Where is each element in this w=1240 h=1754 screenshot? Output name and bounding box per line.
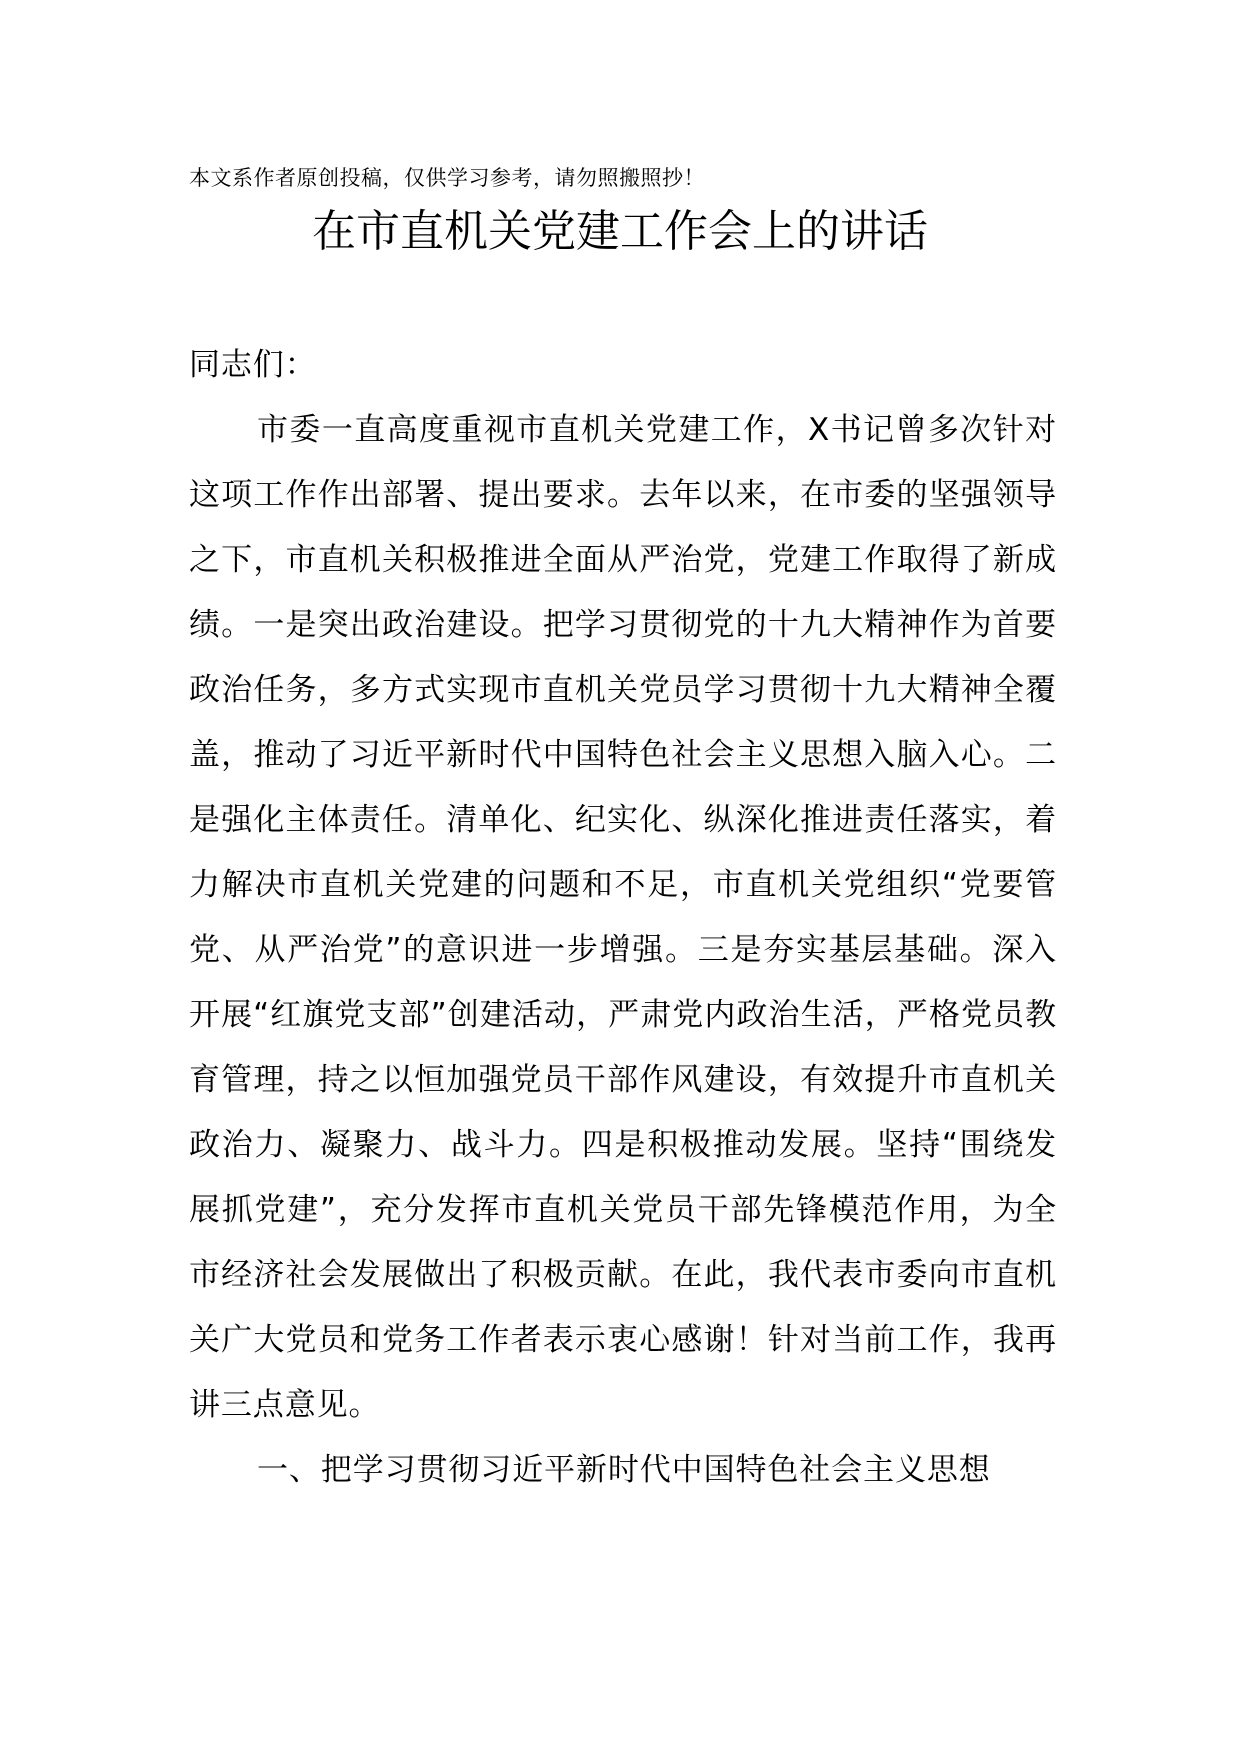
copyright-notice: 本文系作者原创投稿，仅供学习参考，请勿照搬照抄！ xyxy=(189,166,705,190)
greeting: 同志们： xyxy=(189,347,317,383)
page-title: 在市直机关党建工作会上的讲话 xyxy=(312,206,928,257)
paragraph: 市委一直高度重视市直机关党建工作，X书记曾多次针对这项工作作出部署、提出要求。去年以来，在市委的坚强领导之下，市直机关积极推进全面从严治党，党建工作取得了新成绩。一是突出政治建设。把学习贯彻党的十九大精神作为首要政治任务，多方式实现市直机关党员学习贯彻十九大精神全覆盖，推动了习近平新时代中国特色社会主义思想入脑入心。二是强化主体责任。清单化、纪实化、纵深化推进责任落实，着力解决市直机关党建的问题和不足，市直机关党组织“党要管党、从严治党”的意识进一步增强。三是夯实基层基础。深入开展“红旗党支部”创建活动，严肃党内政治生活，严格党员教育管理，持之以恒加强党员干部作风建设，有效提升市直机关政治力、凝聚力、战斗力。四是积极推动发展。坚持“围绕发展抓党建”，充分发挥市直机关党员干部先锋模范作用，为全市经济社会发展做出了积极贡献。在此，我代表市委向市直机关广大党员和党务工作者表示衷心感谢！针对当前工作，我再讲三点意见。 xyxy=(189,412,1057,1423)
speech-body xyxy=(189,333,1057,1503)
section-heading: 一、把学习贯彻习近平新时代中国特色社会主义思想 xyxy=(257,1452,991,1488)
